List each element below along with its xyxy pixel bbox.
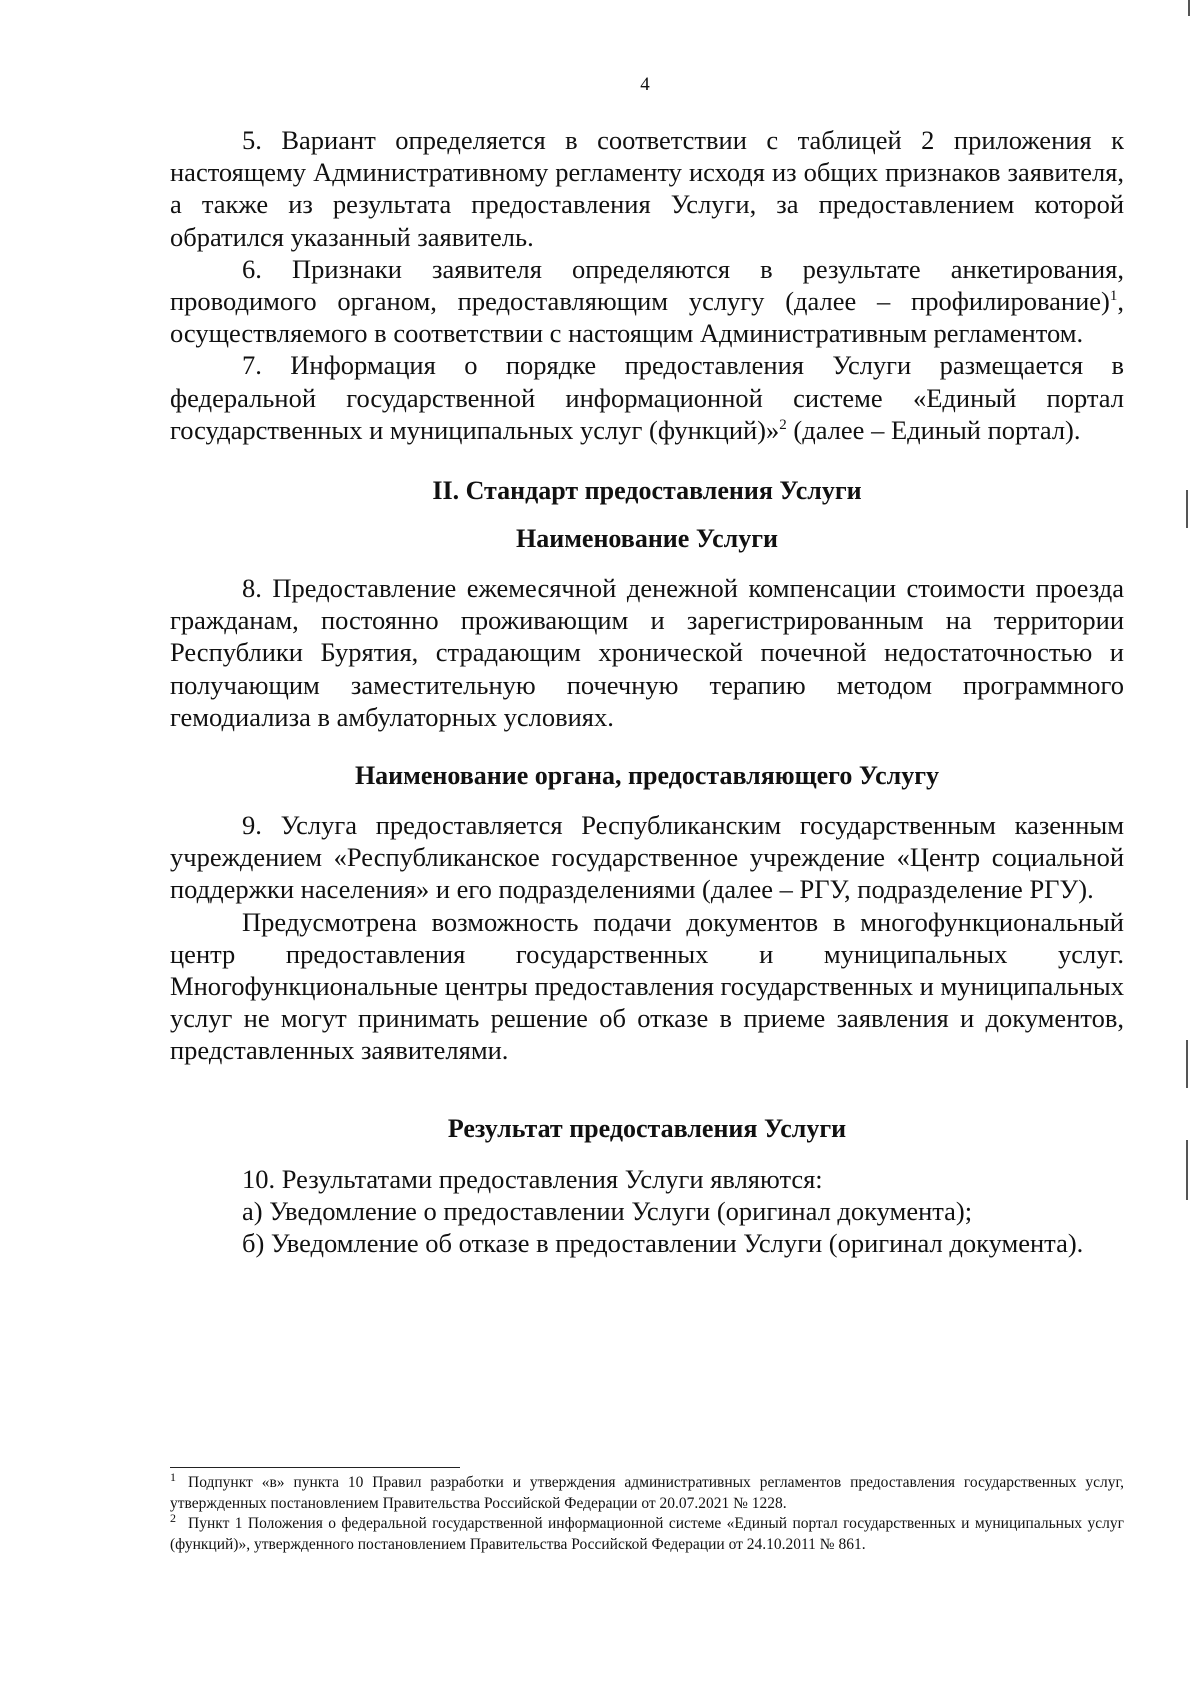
footnote-2-mark: 2 xyxy=(170,1510,176,1525)
footnote-ref-1: 1 xyxy=(1109,288,1118,305)
paragraph-6 xyxy=(170,253,1124,350)
paragraph-7 xyxy=(170,349,1124,446)
paragraph-10-b: б) Уведомление об отказе в предоставлении Услуги (оригинал документа). xyxy=(242,1228,1084,1259)
footnote-1-text: Подпункт «в» пункта 10 Правил разработки и утверждения административных регламентов предоставления государственных услуг, утвержденных постановлением Правительства Российской Федерации от 20.07.2021 № 1228. xyxy=(170,1474,1124,1512)
footnotes xyxy=(170,1469,1124,1555)
scan-margin-mark xyxy=(1186,1040,1188,1088)
footnote-2 xyxy=(170,1510,1124,1555)
footnote-ref-2: 2 xyxy=(779,417,787,433)
service-name-heading: Наименование Услуги xyxy=(515,524,779,554)
paragraph-9: 9. Услуга предоставляется Республиканским государственным казенным учреждением «Республиканское государственное учреждение «Центр социальной поддержки населения» и его подразделениями (далее – РГУ, подразделение РГУ). xyxy=(170,810,1124,905)
section-2-heading: II. Стандарт предоставления Услуги xyxy=(432,476,862,506)
footnote-separator xyxy=(170,1467,460,1468)
footnote-2-text: Пункт 1 Положения о федеральной государственной информационной системе «Единый портал государственных и муниципальных услуг (функций)», утвержденного постановлением Правительства Российской Федерации от 24.10.2011 № 861. xyxy=(170,1515,1124,1553)
paragraph-6-text: 6. Признаки заявителя определяются в результате анкетирования, проводимого органом, предоставляющим услугу (далее – профилирование) xyxy=(170,253,1124,317)
scan-margin-mark xyxy=(1188,0,1190,16)
paragraph-7-text: 7. Информация о порядке предоставления Услуги размещается в федеральной государственной информационной системе «Единый портал государственных и муниципальных услуг (функций)» xyxy=(170,350,1124,445)
paragraph-8: 8. Предоставление ежемесячной денежной компенсации стоимости проезда гражданам, постоянно проживающим и зарегистрированным на территории Республики Бурятия, страдающим хронической почечной недостаточностью и получающим заместительную почечную терапию методом программного гемодиализа в амбулаторных условиях. xyxy=(170,573,1124,732)
paragraph-7-tail: (далее – Единый портал). xyxy=(786,414,1081,445)
paragraph-10-a: а) Уведомление о предоставлении Услуги (оригинал документа); xyxy=(242,1195,973,1226)
scan-margin-mark xyxy=(1186,490,1188,528)
page-number: 4 xyxy=(640,74,650,95)
document-body xyxy=(170,124,1124,1259)
scan-margin-mark xyxy=(1186,1140,1188,1200)
footnote-1-mark: 1 xyxy=(170,1469,176,1484)
footnote-1 xyxy=(170,1469,1124,1514)
paragraph-9-mfc: Предусмотрена возможность подачи документов в многофункциональный центр предоставления государственных и муниципальных услуг. Многофункциональные центры предоставления государственных и муниципальных услуг не могут принимать решение об отказе в приеме заявления и документов, представленных заявителями. xyxy=(170,906,1124,1066)
paragraph-5: 5. Вариант определяется в соответствии с таблицей 2 приложения к настоящему Административному регламенту исходя из общих признаков заявителя, а также из результата предоставления Услуги, за предоставлением которой обратился указанный заявитель. xyxy=(170,125,1124,252)
paragraph-10: 10. Результатами предоставления Услуги являются: xyxy=(242,1163,823,1194)
result-heading: Результат предоставления Услуги xyxy=(447,1113,847,1143)
paragraph-6-tail: , осуществляемого в соответствии с настоящим Административным регламентом. xyxy=(170,286,1124,349)
provider-name-heading: Наименование органа, предоставляющего Услугу xyxy=(354,761,940,791)
